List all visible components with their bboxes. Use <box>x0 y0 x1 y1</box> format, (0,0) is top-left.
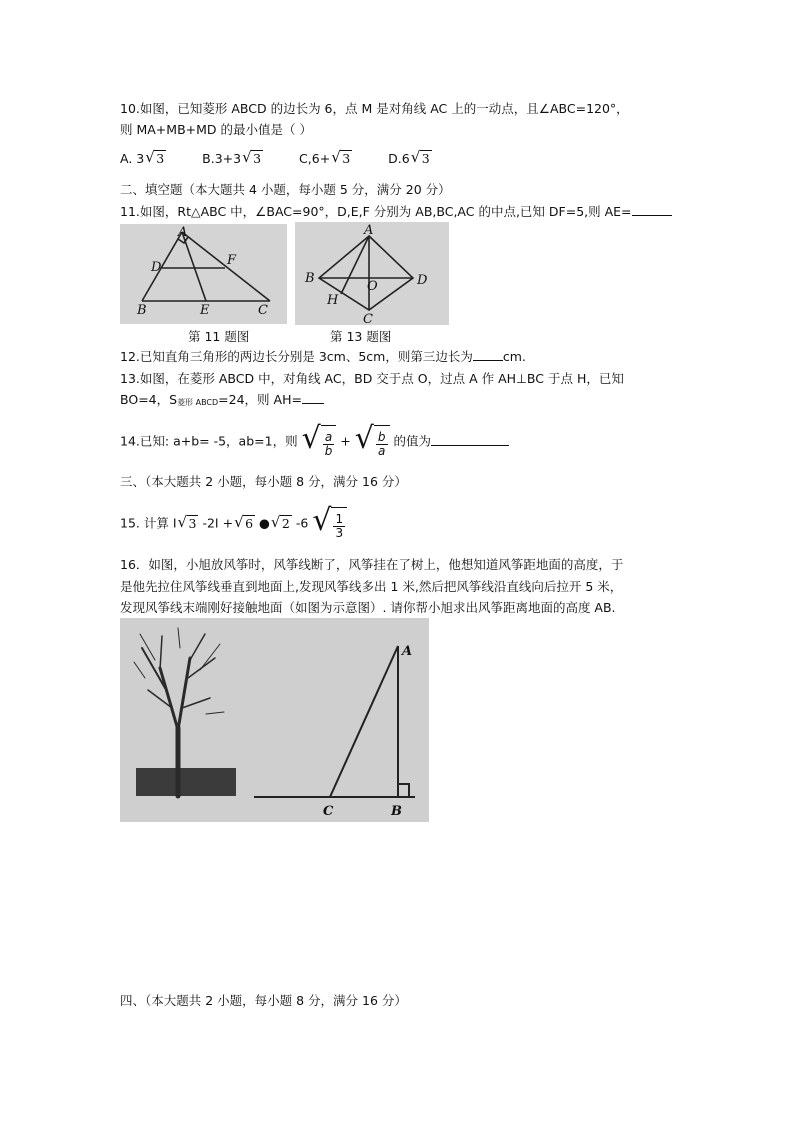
q14-text: 14.已知: a+b= -5，ab=1，则 √ $\frac{a}{b}$ + √ $\frac{b}{a}$ 的值为 <box>120 422 509 462</box>
q12-text: 12.已知直角三角形的两边长分别是 3cm、5cm，则第三边长为 cm. <box>120 349 526 364</box>
figure-13-diagram <box>295 222 449 325</box>
label-d: D <box>151 260 162 275</box>
q10-line1: 10.如图，已知菱形 ABCD 的边长为 6，点 M 是对角线 AC 上的一动点，且∠ABC=120°， <box>120 101 629 116</box>
section4-heading: 四、（本大题共 2 小题，每小题 8 分，满分 16 分） <box>120 993 407 1008</box>
q13-line2: BO=4，S菱形 ABCD=24，则 AH= <box>120 391 324 412</box>
label-h: H <box>327 293 339 308</box>
figure-11 <box>120 224 287 324</box>
label-b: B <box>137 303 147 318</box>
option-a: A. 3√ 3 <box>120 151 166 166</box>
q15-text: 15. 计算 I√ 3 -2I +√ 6 ●√ 2 -6 √ $\frac{1}{3}$ <box>120 504 347 544</box>
figure-16-diagram <box>120 618 429 822</box>
label-b: B <box>305 271 315 286</box>
label-a: A <box>402 644 413 659</box>
label-f: F <box>227 253 237 268</box>
figure-13 <box>295 222 449 325</box>
tree-photo <box>134 628 236 796</box>
q16-line3: 发现风筝线末端刚好接触地面（如图为示意图）. 请你帮小旭求出风筝距离地面的高度 AB. <box>120 600 616 615</box>
label-c: C <box>323 804 334 819</box>
label-a: A <box>178 225 188 240</box>
label-b: B <box>391 804 402 819</box>
label-e: E <box>200 303 210 318</box>
label-c: C <box>363 312 373 325</box>
option-b: B.3+3√ 3 <box>202 151 263 166</box>
figure-13-caption: 第 13 题图 <box>330 329 392 344</box>
sqrt-one-third: √ $\frac{1}{3}$ <box>312 504 347 544</box>
label-c: C <box>258 303 268 318</box>
figure-16 <box>120 618 429 822</box>
option-c: C,6+√ 3 <box>299 151 352 166</box>
q10-line2: 则 MA+MB+MD 的最小值是（ ） <box>120 122 312 137</box>
q16-line2: 是他先拉住风筝线垂直到地面上,发现风筝线多出 1 米,然后把风筝线沿直线向后拉开 5 米， <box>120 579 623 594</box>
sqrt-a-over-b: √ $\frac{a}{b}$ <box>302 422 337 462</box>
q10-options <box>120 150 432 168</box>
option-d: D.6√ 3 <box>388 151 432 166</box>
figure-11-diagram <box>120 224 287 324</box>
q11-text: 11.如图，Rt△ABC 中，∠BAC=90°，D,E,F 分别为 AB,BC,AC 的中点,已知 DF=5,则 AE= <box>120 203 672 221</box>
label-a: A <box>364 223 374 238</box>
q16-line1: 16．如图，小旭放风筝时，风筝线断了，风筝挂在了树上，他想知道风筝距地面的高度，于 <box>120 557 624 572</box>
figure-11-caption: 第 11 题图 <box>188 329 250 344</box>
q13-line1: 13.如图，在菱形 ABCD 中，对角线 AC，BD 交于点 O，过点 A 作 AH⊥BC 于点 H，已知 <box>120 371 624 386</box>
section2-heading: 二、填空题（本大题共 4 小题，每小题 5 分，满分 20 分） <box>120 182 451 197</box>
sqrt-b-over-a: √ $\frac{b}{a}$ <box>355 422 390 462</box>
label-o: O <box>367 279 378 294</box>
label-d: D <box>417 273 428 288</box>
section3-heading: 三、（本大题共 2 小题，每小题 8 分，满分 16 分） <box>120 474 407 489</box>
